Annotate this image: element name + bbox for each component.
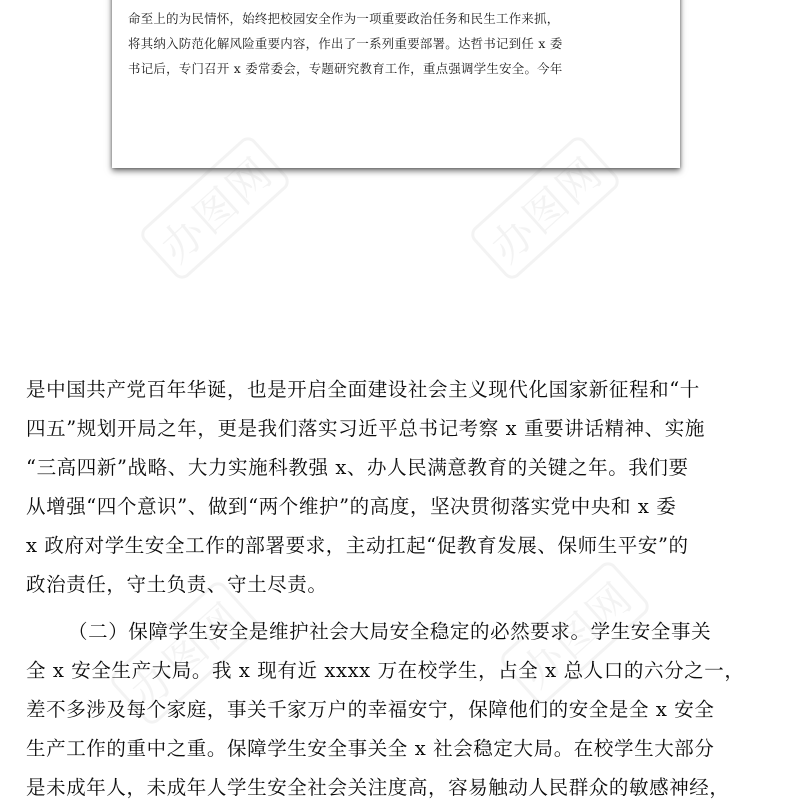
text-line: 政治责任，守土负责、守土尽责。 (26, 573, 328, 596)
preview-text-block (128, 6, 668, 81)
text-line: 是未成年人，未成年人学生安全社会关注度高，容易触动人民群众的敏感神经， (26, 776, 730, 799)
watermark: 办图网 (107, 578, 263, 727)
text-line: “三高四新”战略、大力实施科教强 x、办人民满意教育的关键之年。我们要 (26, 456, 689, 479)
document-page-preview (112, 0, 680, 168)
document-body (26, 370, 776, 800)
text-line: 全 x 安全生产大局。我 x 现有近 xxxx 万在校学生，占全 x 总人口的六分之一， (26, 659, 745, 682)
text-line: 四五”规划开局之年，更是我们落实习近平总书记考察 x 重要讲话精神、实施 (26, 417, 705, 440)
text-line: 是中国共产党百年华诞，也是开启全面建设社会主义现代化国家新征程和“十 (26, 378, 700, 401)
text-line: 生产工作的重中之重。保障学生安全事关全 x 社会稳定大局。在校学生大部分 (26, 737, 715, 760)
watermark: 办图网 (467, 133, 623, 282)
text-line: （二）保障学生安全是维护社会大局安全稳定的必然要求。学生安全事关 (68, 620, 712, 643)
paragraph (26, 370, 776, 604)
preview-line: 书记后，专门召开 x 委常委会，专题研究教育工作，重点强调学生安全。今年 (128, 61, 563, 76)
preview-line: 将其纳入防范化解风险重要内容，作出了一系列重要部署。达哲书记到任 x 委 (128, 36, 563, 51)
paragraph (26, 612, 776, 800)
watermark: 办图网 (137, 133, 293, 282)
text-line: 差不多涉及每个家庭，事关千家万户的幸福安宁，保障他们的安全是全 x 安全 (26, 698, 715, 721)
watermark: 办图网 (497, 558, 653, 707)
text-line: x 政府对学生安全工作的部署要求，主动扛起“促教育发展、保师生平安”的 (26, 534, 689, 557)
text-line: 从增强“四个意识”、做到“两个维护”的高度，坚决贯彻落实党中央和 x 委 (26, 495, 677, 518)
preview-line: 命至上的为民情怀，始终把校园安全作为一项重要政治任务和民生工作来抓， (128, 11, 560, 26)
